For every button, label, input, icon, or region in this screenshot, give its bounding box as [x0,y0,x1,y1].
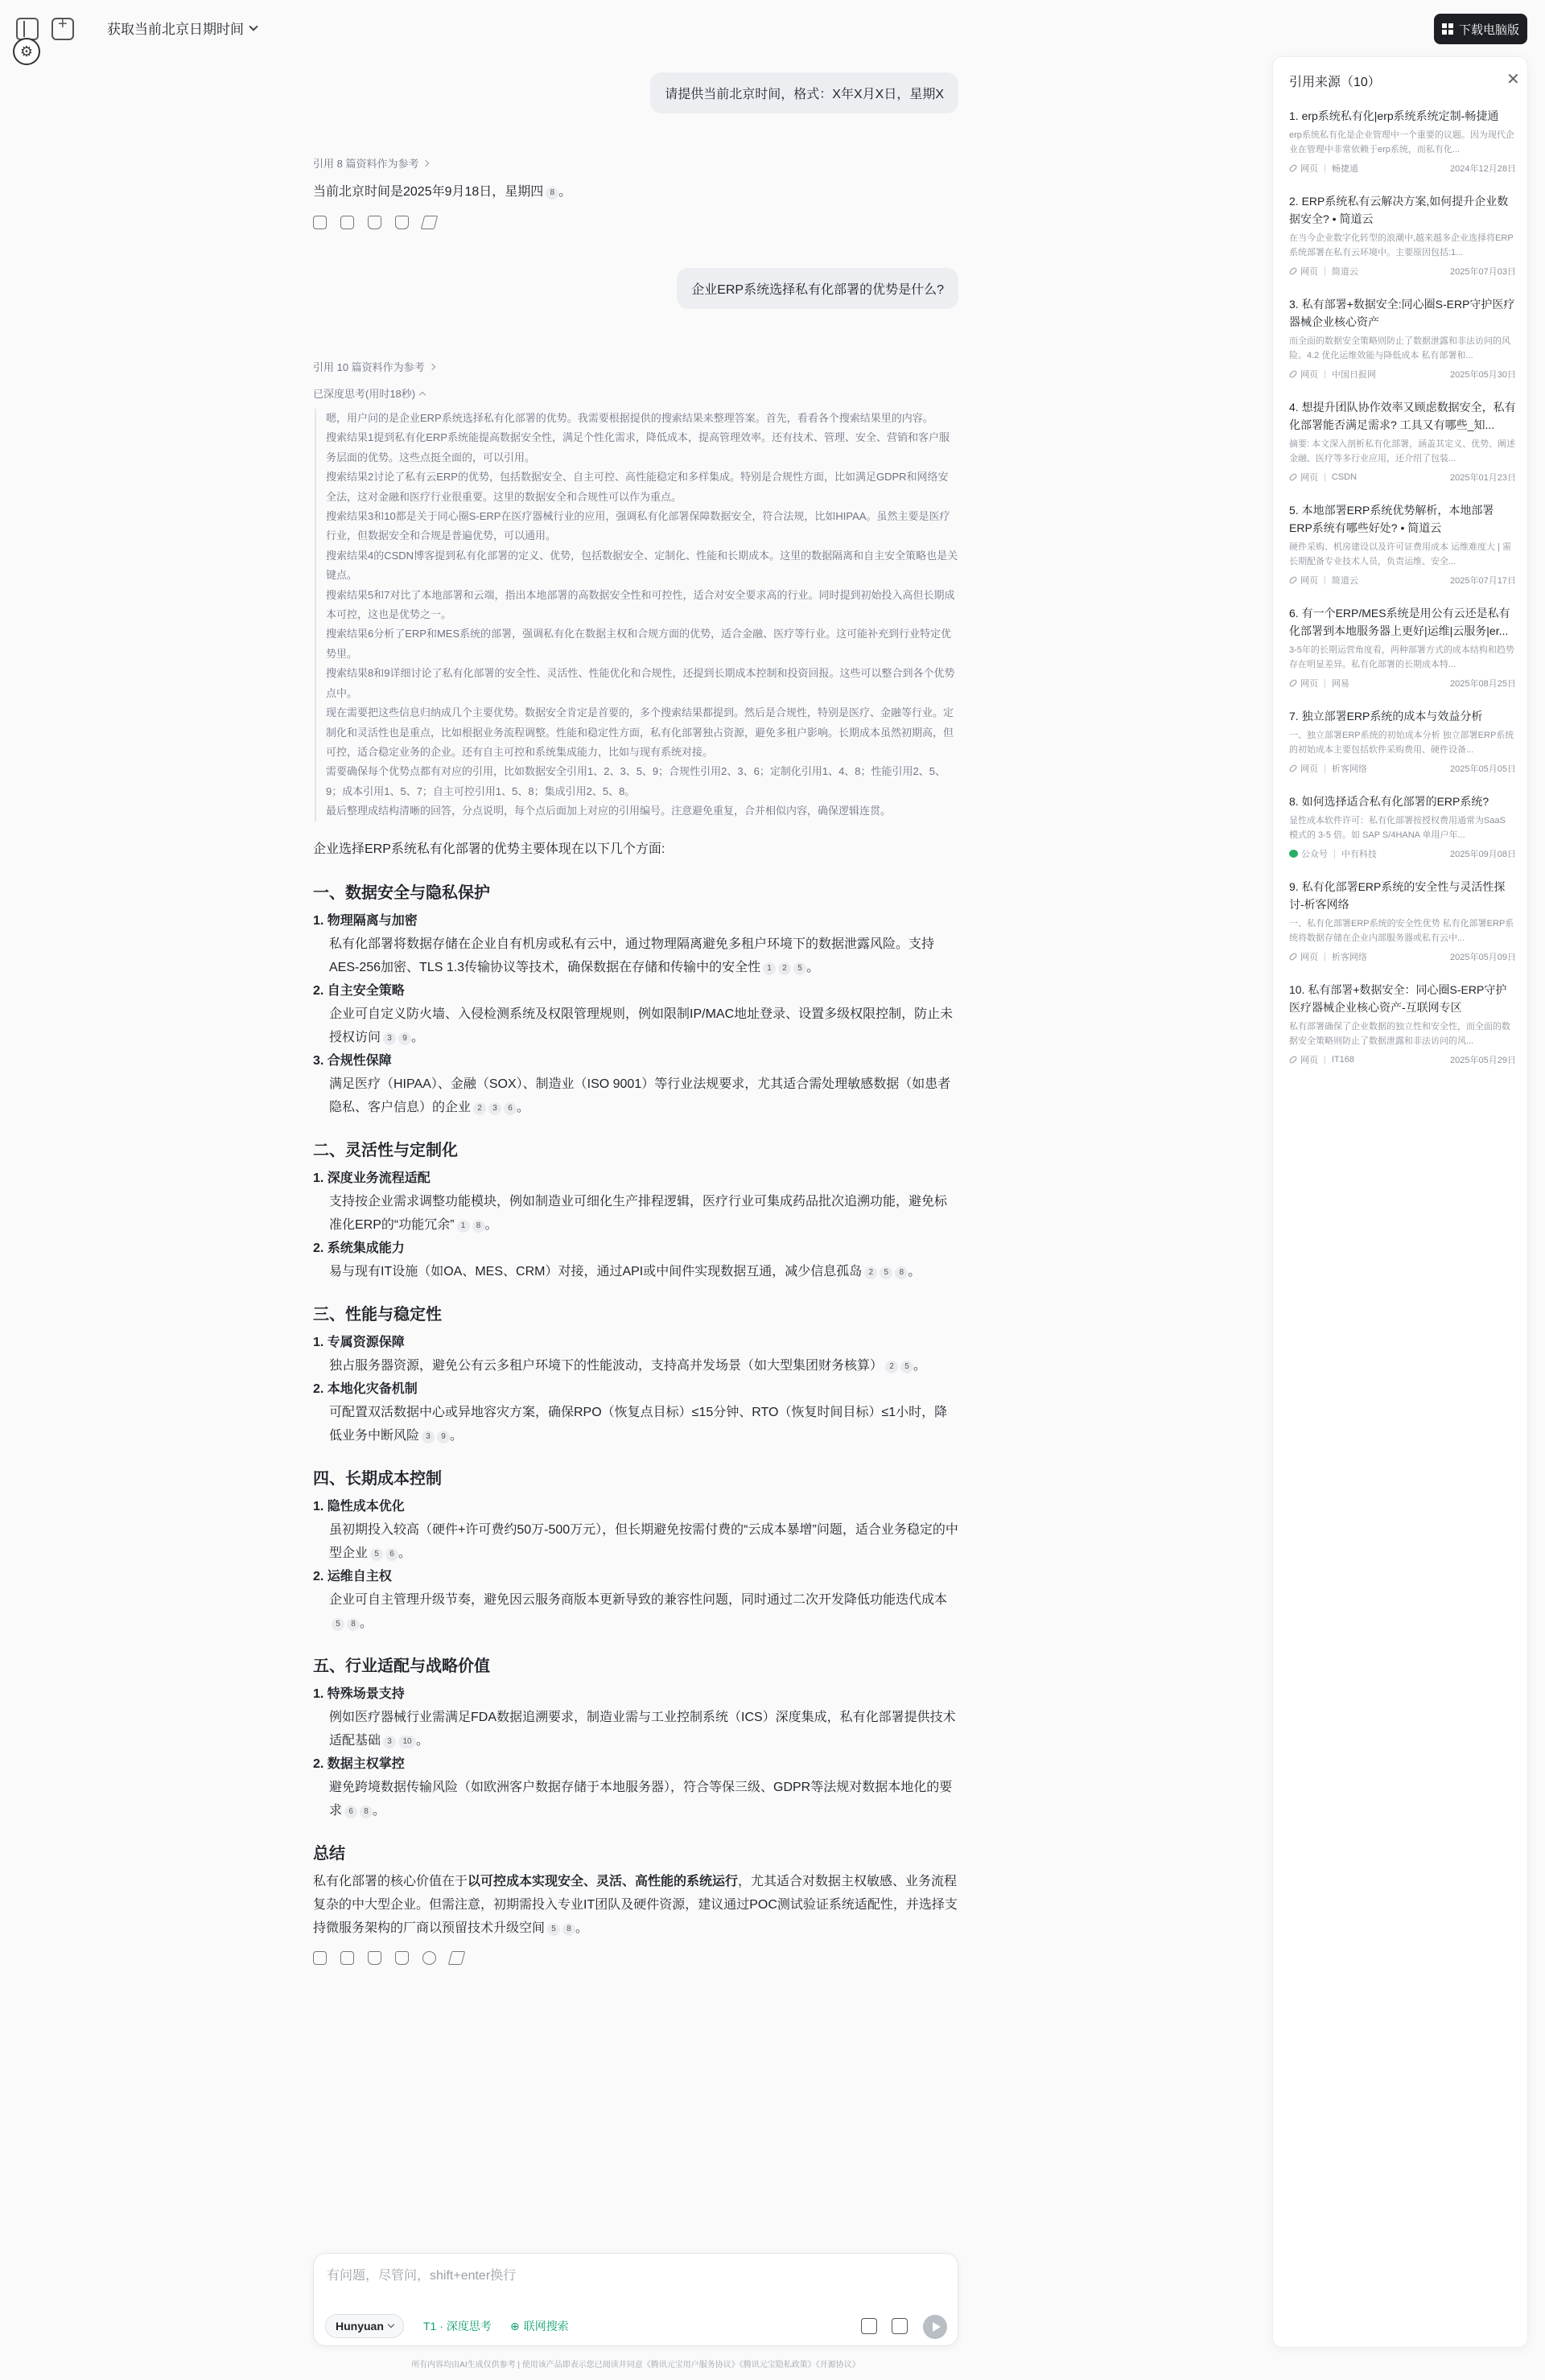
copy-icon[interactable] [313,216,327,229]
reference-title[interactable]: 8. 如何选择适合私有化部署的ERP系统? [1289,795,1489,808]
separator: | [1324,369,1326,379]
list-item-body: 私有化部署将数据存储在企业自有机房或私有云中，通过物理隔离避免多租户环境下的数据泄露风险。支持AES-256加密、TLS 1.3传输协议等技术，确保数据在存储和传输中的安全性 1 2 5 。 [329,937,935,974]
reference-type-label: 网页 [1300,164,1318,174]
thinking-paragraph: 现在需要把这些信息归纳成几个主要优势。数据安全肯定是首要的，多个搜索结果都提到。然后是合规性，特别是医疗、金融等行业。定制化和灵活性也是重点，比如根据业务流程调整。性能和稳定性方面，私有化部署独占资源，避免多租户影响。长期成本虽然初期高，但可控，适合稳定业务的企业。还有自主可控和系统集成能力，比如与现有系统对接。 [326,706,954,758]
list-item-text: 例如医疗器械行业需满足FDA数据追溯要求，制造业需与工业控制系统（ICS）深度集成，私有化部署提供技术适配基础 [329,1710,956,1748]
assistant-answer: 当前北京时间是2025年9月18日，星期四 8 。 [313,185,572,199]
reference-date: 2025年01月23日 [1450,473,1516,483]
list-item-title: 2. 运维自主权 [313,1569,392,1583]
citation-badge[interactable]: 8 [347,1618,360,1631]
references-panel [1272,56,1528,2348]
references-toggle[interactable] [313,359,958,374]
list-item-body: 虽初期投入较高（硬件+许可费约50万-500万元），但长期避免按需付费的“云成本暴增”问题，适合业务稳定的中型企业 5 6 。 [329,1522,958,1560]
model-selector[interactable] [325,2314,404,2338]
model-name: Hunyuan [336,2320,384,2333]
reference-title[interactable]: 5. 本地部署ERP系统优势解析，本地部署ERP系统有哪些好处? • 简道云 [1289,504,1494,534]
citation-badge[interactable]: 9 [398,1032,411,1045]
thinking-toggle[interactable] [313,385,958,401]
chevron-up-icon [419,391,426,397]
reference-item[interactable] [1289,295,1516,381]
section-heading: 一、数据安全与隐私保护 [313,883,490,902]
reference-date: 2025年05月09日 [1450,953,1516,962]
bookmark-icon[interactable] [340,1951,354,1965]
references-count-text: 引用 8 篇资料作为参考 [313,158,419,170]
citation-badge[interactable]: 1 [457,1220,470,1233]
link-icon [1288,369,1297,378]
reference-meta [1289,762,1516,775]
close-icon[interactable]: ✕ [1506,71,1520,89]
reference-type [1289,162,1318,175]
section-heading: 五、行业适配与战略价值 [313,1657,490,1675]
list-item-title: 1. 专属资源保障 [313,1335,405,1349]
sidebar-toggle-icon[interactable] [16,18,39,40]
list-item-text: 企业可自主管理升级节奏，避免因云服务商版本更新导致的兼容性问题，同时通过二次开发降低功能迭代成本 [329,1592,948,1607]
user-message [313,268,958,309]
references-toggle[interactable] [313,155,958,171]
chat-input[interactable]: 有问题，尽管问，shift+enter换行 [327,2269,517,2283]
section-heading: 二、灵活性与定制化 [313,1141,458,1159]
citation-badge[interactable]: 8 [895,1266,908,1279]
separator: | [1324,1055,1326,1064]
list-item-body: 企业可自定义防火墙、入侵检测系统及权限管理规则，例如限制IP/MAC地址登录、设置多级权限控制，防止未授权访问 3 9 。 [329,1007,954,1044]
list-item-body: 满足医疗（HIPAA）、金融（SOX）、制造业（ISO 9001）等行业法规要求，尤其适合需处理敏感数据（如患者隐私、客户信息）的企业 2 3 6 。 [329,1077,951,1114]
reference-meta [1289,677,1516,690]
web-search-toggle[interactable] [504,2314,575,2338]
user-message-text: 企业ERP系统选择私有化部署的优势是什么? [677,268,958,309]
separator: | [1333,849,1336,859]
reference-type-label: 网页 [1300,679,1318,689]
reference-date: 2025年08月25日 [1450,679,1516,689]
assistant-message [313,155,958,229]
thinking-paragraph: 搜索结果8和9详细讨论了私有化部署的安全性、灵活性、性能优化和合规性，还提到长期成本控制和投资回报。这些可以整合到各个优势点中。 [326,667,955,699]
references-count-text: 引用 10 篇资料作为参考 [313,361,425,373]
reference-snippet: erp系统私有化是企业管理中一个重要的议题。因为现代企业在管理中非常依赖于erp系统，而私有化... [1289,130,1514,154]
reference-item[interactable] [1289,398,1516,484]
reference-type [1289,471,1318,484]
reference-source: 中有科技 [1341,850,1377,859]
citation-badge[interactable]: 8 [546,187,558,200]
thinking-paragraph: 嗯，用户问的是企业ERP系统选择私有化部署的优势。我需要根据提供的搜索结果来整理答案。首先，看看各个搜索结果里的内容。 [326,412,933,424]
reference-title[interactable]: 4. 想提升团队协作效率又顾虑数据安全，私有化部署能否满足需求? 工具又有哪些_知... [1289,401,1516,431]
list-item-title: 2. 系统集成能力 [313,1241,405,1255]
reference-title[interactable]: 10. 私有部署+数据安全：同心圈S-ERP守护医疗器械企业核心资产-互联网专区 [1289,983,1507,1014]
list-item-body: 企业可自主管理升级节奏，避免因云服务商版本更新导致的兼容性问题，同时通过二次开发降低功能迭代成本5 8 。 [329,1592,948,1630]
thumbs-down-icon[interactable] [395,216,409,229]
reference-type [1289,950,1318,963]
message-actions [313,1951,958,1965]
reference-item[interactable] [1289,192,1516,278]
reference-snippet: 而全面的数据安全策略则防止了数据泄露和非法访问的风险。4.2 优化运维效能与降低成本 私有部署和... [1289,336,1510,360]
list-item-title: 1. 隐性成本优化 [313,1499,405,1513]
separator: | [1324,764,1326,773]
reference-type [1289,847,1328,860]
reference-type-label: 网页 [1300,1056,1318,1065]
citation-badge[interactable]: 10 [398,1736,416,1748]
reference-snippet: 在当今企业数字化转型的浪潮中,越来越多企业选择将ERP系统部署在私有云环境中。主要原因包括:1... [1289,233,1514,257]
reference-item[interactable] [1289,604,1516,690]
reference-type [1289,368,1318,381]
link-icon [1288,266,1297,275]
list-item-body: 例如医疗器械行业需满足FDA数据追溯要求，制造业需与工业控制系统（ICS）深度集成，私有化部署提供技术适配基础 3 10 。 [329,1710,956,1748]
reference-item[interactable] [1289,107,1516,175]
reference-type-label: 网页 [1300,370,1318,380]
reference-date: 2025年09月08日 [1450,850,1516,859]
separator: | [1324,266,1326,276]
thinking-paragraph: 搜索结果2讨论了私有云ERP的优势，包括数据安全、自主可控、高性能稳定和多样集成。特别是合规性方面，比如满足GDPR和网络安全法，这对金融和医疗行业很重要。这里的数据安全和合规性可以作为重点。 [326,471,949,503]
chevron-right-icon [428,363,435,369]
reference-meta [1289,265,1516,278]
reference-type-label: 网页 [1300,576,1318,586]
reference-source: 网易 [1331,679,1349,689]
reference-item[interactable] [1289,878,1516,963]
copy-icon[interactable] [313,1951,327,1965]
citation-badge[interactable]: 6 [344,1806,357,1818]
list-item-title: 2. 数据主权掌控 [313,1756,405,1771]
thinking-paragraph: 搜索结果1提到私有化ERP系统能提高数据安全性，满足个性化需求，降低成本，提高管理效率。还有技术、管理、安全、营销和客户服务层面的优势。这些点挺全面的，可以引用。 [326,431,950,463]
list-item-text: 可配置双活数据中心或异地容灾方案，确保RPO（恢复点目标）≤15分钟、RTO（恢复时间目标）≤1小时，降低业务中断风险 [329,1405,948,1443]
list-item-body: 可配置双活数据中心或异地容灾方案，确保RPO（恢复点目标）≤15分钟、RTO（恢复时间目标）≤1小时，降低业务中断风险 3 9 。 [329,1405,948,1443]
reference-type [1289,677,1318,690]
citation-badge[interactable]: 5 [332,1618,344,1631]
reference-source: 中国日报网 [1331,370,1376,380]
summary-text-bold: 以可控成本实现安全、灵活、高性能的系统运行 [468,1874,739,1888]
reference-title[interactable]: 7. 独立部署ERP系统的成本与效益分析 [1289,710,1483,723]
reference-snippet: 显性成本软件许可：私有化部署按授权费用通常为SaaS 模式的 3-5 倍。如 SAP S/4HANA 单用户年... [1289,816,1506,840]
reference-item[interactable] [1289,981,1516,1066]
reference-type [1289,265,1318,278]
reference-type [1289,1053,1318,1066]
chat-thread [313,72,958,1965]
reference-date: 2025年07月17日 [1450,576,1516,586]
thinking-paragraph: 搜索结果3和10都是关于同心圈S-ERP在医疗器械行业的应用，强调私有化部署保障数据安全，符合法规，比如HIPAA。虽然主要是医疗行业，但数据安全和合规是普遍优势，可以通用。 [326,510,950,542]
link-icon [1288,575,1297,584]
summary-heading: 总结 [313,1844,345,1863]
reference-type [1289,762,1318,775]
reference-meta [1289,574,1516,587]
reference-type-label: 网页 [1300,267,1318,277]
reference-snippet: 一、独立部署ERP系统的初始成本分析 独立部署ERP系统的初始成本主要包括软件采购费用、硬件设备... [1289,731,1514,755]
web-search-label: 联网搜索 [523,2320,569,2333]
separator: | [1324,575,1326,585]
image-upload-icon[interactable] [861,2318,877,2334]
reference-title[interactable]: 3. 私有部署+数据安全:同心圈S-ERP守护医疗器械企业核心资产 [1289,298,1515,328]
link-icon [1288,472,1297,481]
reference-date: 2024年12月28日 [1450,164,1516,174]
list-item-text: 易与现有IT设施（如OA、MES、CRM）对接，通过API或中间件实现数据互通，减少信息孤岛 [329,1264,863,1279]
list-item-text: 满足医疗（HIPAA）、金融（SOX）、制造业（ISO 9001）等行业法规要求，尤其适合需处理敏感数据（如患者隐私、客户信息）的企业 [329,1077,951,1114]
thinking-paragraph: 搜索结果4的CSDN博客提到私有化部署的定义、优势，包括数据安全、定制化、性能和长期成本。这里的数据隔离和自主安全策略也是关键点。 [326,549,958,582]
reference-source: 析客网络 [1331,953,1367,962]
reference-type-label: 网页 [1300,473,1318,483]
regenerate-icon[interactable] [422,1951,436,1965]
separator: | [1324,678,1326,688]
reference-source: CSDN [1331,472,1358,482]
list-item-body: 易与现有IT设施（如OA、MES、CRM）对接，通过API或中间件实现数据互通，减少信息孤岛 2 5 8 。 [329,1264,921,1279]
citation-badge[interactable]: 2 [778,962,791,975]
thinking-paragraph: 需要确保每个优势点都有对应的引用，比如数据安全引用1、2、3、5、9；合规性引用2、3、6；定制化引用1、4、8；性能引用2、5、9；成本引用1、5、7；自主可控引用1、5、8；集成引用2、5、8。 [326,765,946,797]
reference-type-label: 公众号 [1301,850,1328,859]
thumbs-up-icon[interactable] [368,216,381,229]
file-upload-icon[interactable] [892,2318,908,2334]
reference-title[interactable]: 6. 有一个ERP/MES系统是用公有云还是私有化部署到本地服务器上更好|运维|云服务|er... [1289,607,1510,637]
citation-badge[interactable]: 5 [547,1923,560,1936]
citation-badge[interactable]: 8 [472,1220,485,1233]
reference-item[interactable] [1289,501,1516,587]
reference-date: 2025年05月05日 [1450,764,1516,774]
reference-meta [1289,471,1516,484]
list-item-body: 避免跨境数据传输风险（如欧洲客户数据存储于本地服务器），符合等保三级、GDPR等法规对数据本地化的要求 6 8 。 [329,1780,953,1818]
download-desktop-button[interactable] [1434,14,1527,44]
reference-snippet: 3-5年的长期运营角度看，两种部署方式的成本结构和趋势存在明显差异。私有化部署的长期成本特... [1289,645,1514,669]
citation-badge[interactable]: 9 [437,1431,450,1443]
references-panel-title: 引用来源（10） [1289,76,1381,89]
thinking-content [315,409,958,821]
thinking-paragraph: 搜索结果6分析了ERP和MES系统的部署，强调私有化在数据主权和合规方面的优势，适合金融、医疗等行业。这可能补充到行业特定优势里。 [326,628,952,660]
send-button[interactable] [923,2315,947,2339]
citation-badge[interactable]: 8 [562,1923,575,1936]
reference-date: 2025年05月30日 [1450,370,1516,380]
section-heading: 三、性能与稳定性 [313,1305,442,1324]
chevron-right-icon [422,159,429,166]
reference-meta [1289,1053,1516,1066]
references-list [1289,107,1516,1084]
link-icon [1288,678,1297,687]
share-icon[interactable] [421,216,439,229]
bookmark-icon[interactable] [340,216,354,229]
list-item-text: 企业可自定义防火墙、入侵检测系统及权限管理规则，例如限制IP/MAC地址登录、设置多级权限控制，防止未授权访问 [329,1007,954,1044]
download-label: 下载电脑版 [1458,23,1519,37]
list-item-text: 独占服务器资源，避免公有云多租户环境下的性能波动，支持高并发场景（如大型集团财务核算） [329,1358,884,1373]
deep-think-toggle[interactable] [417,2314,498,2338]
globe-icon: ⊕ [510,2319,520,2333]
citation-badge[interactable]: 1 [763,962,776,975]
top-bar [0,0,1545,58]
list-item-body: 独占服务器资源，避免公有云多租户环境下的性能波动，支持高并发场景（如大型集团财务核算） 2 5 。 [329,1358,927,1373]
conversation-title-text: 获取当前北京日期时间 [107,22,244,37]
user-message-text: 请提供当前北京时间，格式：X年X月X日，星期X [650,72,958,113]
reference-source: 畅捷通 [1331,164,1358,174]
citation-badge[interactable]: 5 [793,962,806,975]
citation-badge[interactable]: 6 [385,1548,398,1561]
settings-gear-icon[interactable]: ⚙ [13,38,40,65]
list-item-text: 私有化部署将数据存储在企业自有机房或私有云中，通过物理隔离避免多租户环境下的数据泄露风险。支持AES-256加密、TLS 1.3传输协议等技术，确保数据在存储和传输中的安全性 [329,937,935,974]
reference-date: 2025年07月03日 [1450,267,1516,277]
link-icon [1288,1055,1297,1064]
list-item-title: 3. 合规性保障 [313,1053,392,1068]
reference-item[interactable] [1289,707,1516,775]
message-actions [313,216,958,229]
reference-source: 简道云 [1331,576,1358,586]
separator: | [1324,952,1326,961]
citation-badge[interactable]: 8 [360,1806,373,1818]
share-icon[interactable] [448,1951,466,1965]
reference-item[interactable] [1289,793,1516,860]
citation-badge[interactable]: 2 [864,1266,877,1279]
list-item-text: 支持按企业需求调整功能模块，例如制造业可细化生产排程逻辑，医疗行业可集成药品批次追溯功能，避免标准化ERP的“功能冗余” [329,1194,948,1232]
reference-type-label: 网页 [1300,953,1318,962]
citation-badge[interactable]: 2 [885,1361,898,1373]
conversation-title[interactable] [107,18,257,38]
answer-text: 当前北京时间是2025年9月18日，星期四 [313,185,544,199]
reference-meta [1289,162,1516,175]
deep-think-label: T1 · 深度思考 [423,2320,492,2333]
summary-text-post: ，尤其适合对数据主权敏感、业务流程复杂的中大型企业。但需注意，初期需投入专业IT团队及硬件资源，建议通过POC测试验证系统适配性，并选择支持微服务架构的厂商以预留技术升级空间 [313,1874,958,1935]
wechat-icon [1289,850,1298,858]
list-item-text: 虽初期投入较高（硬件+许可费约50万-500万元），但长期避免按需付费的“云成本暴增”问题，适合业务稳定的中型企业 [329,1522,958,1560]
citation-badge[interactable]: 5 [880,1266,892,1279]
answer-sections [313,879,958,1822]
reference-title[interactable]: 1. erp系统私有化|erp系统系统定制-畅捷通 [1289,109,1499,122]
reference-meta [1289,950,1516,963]
link-icon [1288,163,1297,172]
list-item-title: 1. 物理隔离与加密 [313,913,418,928]
citation-badge[interactable]: 3 [383,1736,396,1748]
summary-paragraph: 私有化部署的核心价值在于以可控成本实现安全、灵活、高性能的系统运行，尤其适合对数据主权敏感、业务流程复杂的中大型企业。但需注意，初期需投入专业IT团队及硬件资源，建议通过POC测试验证系统适配性，并选择支持微服务架构的厂商以预留技术升级空间 5 8 。 [313,1874,958,1935]
reference-type-label: 网页 [1300,764,1318,774]
reference-source: 析客网络 [1331,764,1367,774]
thinking-paragraph: 搜索结果5和7对比了本地部署和云端，指出本地部署的高数据安全性和可控性，适合对安全要求高的行业。同时提到初始投入高但长期成本可控，这也是优势之一。 [326,588,955,621]
list-item-title: 1. 特殊场景支持 [313,1686,405,1701]
reference-date: 2025年05月29日 [1450,1056,1516,1065]
user-message [313,72,958,113]
list-item-text: 避免跨境数据传输风险（如欧洲客户数据存储于本地服务器），符合等保三级、GDPR等法规对数据本地化的要求 [329,1780,953,1818]
citation-badge[interactable]: 3 [488,1102,501,1115]
thinking-label: 已深度思考(用时18秒) [313,388,416,400]
citation-badge[interactable]: 5 [900,1361,913,1373]
citation-badge[interactable]: 3 [422,1431,435,1443]
section-heading: 四、长期成本控制 [313,1469,442,1488]
citation-badge[interactable]: 3 [383,1032,396,1045]
reference-snippet: 硬件采购、机房建设以及许可证费用成本 运维难度大 | 需长期配备专业技术人员，负责运维、安全... [1289,542,1512,566]
summary-text-pre: 私有化部署的核心价值在于 [313,1874,468,1888]
separator: | [1324,472,1326,482]
reference-title[interactable]: 9. 私有化部署ERP系统的安全性与灵活性探讨-析客网络 [1289,880,1506,911]
new-chat-icon[interactable] [52,18,74,40]
chat-input-box [313,2253,958,2346]
reference-meta [1289,847,1516,860]
thumbs-down-icon[interactable] [395,1951,409,1965]
thumbs-up-icon[interactable] [368,1951,381,1965]
footer-disclaimer: 所有内容均由AI生成仅供参考 | 使用该产品即表示您已阅读并同意《腾讯元宝用户服务协议》《腾讯元宝隐私政策》《开源协议》 [411,2361,860,2370]
separator: | [1324,163,1326,173]
reference-snippet: 一、私有化部署ERP系统的安全性优势 私有化部署ERP系统将数据存储在企业内部服务器或私有云中... [1289,919,1514,943]
windows-icon [1442,23,1453,35]
list-item-title: 2. 本地化灾备机制 [313,1381,418,1396]
reference-snippet: 私有部署确保了企业数据的独立性和安全性，而全面的数据安全策略则防止了数据泄露和非法访问的风... [1289,1022,1510,1046]
reference-type [1289,574,1318,587]
list-item-title: 1. 深度业务流程适配 [313,1171,431,1185]
assistant-message [313,359,958,1965]
citation-badge[interactable]: 6 [504,1102,517,1115]
list-item-body: 支持按企业需求调整功能模块，例如制造业可细化生产排程逻辑，医疗行业可集成药品批次追溯功能，避免标准化ERP的“功能冗余” 1 8 。 [329,1194,948,1232]
chevron-down-icon [249,22,258,31]
link-icon [1288,952,1297,961]
reference-source: 简道云 [1331,267,1358,277]
list-item-title: 2. 自主安全策略 [313,983,405,998]
reference-title[interactable]: 2. ERP系统私有云解决方案,如何提升企业数据安全? • 简道云 [1289,195,1509,225]
chevron-down-icon [388,2321,394,2328]
reference-meta [1289,368,1516,381]
answer-intro: 企业选择ERP系统私有化部署的优势主要体现在以下几个方面: [313,842,665,856]
reference-source: IT168 [1331,1055,1354,1064]
link-icon [1288,764,1297,772]
thinking-paragraph: 最后整理成结构清晰的回答，分点说明，每个点后面加上对应的引用编号。注意避免重复，合并相似内容，确保逻辑连贯。 [326,805,892,817]
reference-snippet: 摘要: 本文深入剖析私有化部署，涵盖其定义、优势、阐述金融、医疗等多行业应用，还介绍了包装... [1289,439,1516,463]
citation-badge[interactable]: 5 [370,1548,383,1561]
citation-badge[interactable]: 2 [473,1102,486,1115]
